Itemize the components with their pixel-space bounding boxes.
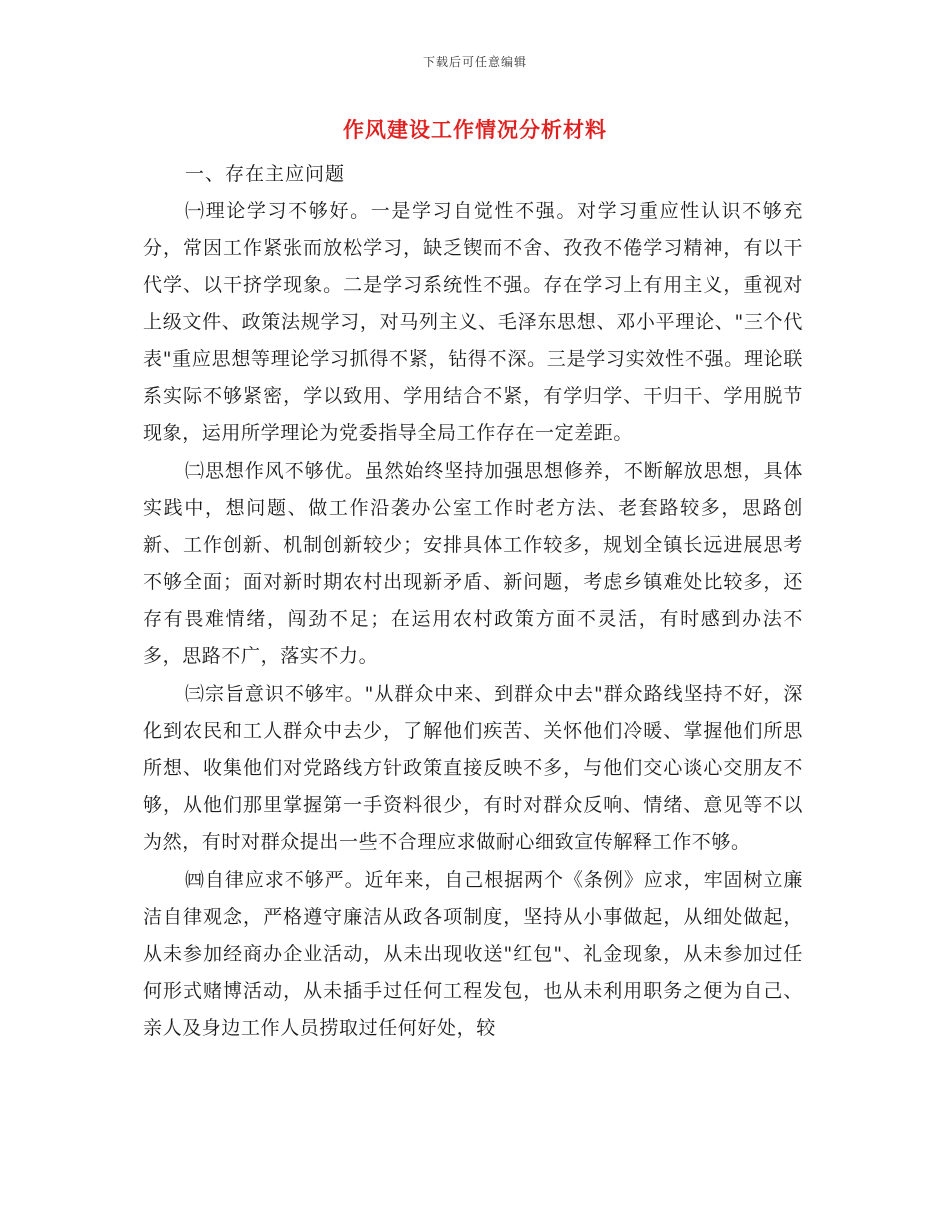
page-header-note: 下载后可任意编辑 <box>422 55 527 69</box>
paragraph-theory-study: ㈠理论学习不够好。一是学习自觉性不强。对学习重应性认识不够充分，常因工作紧张而放松学习，缺乏锲而不舍、孜孜不倦学习精神，有以干代学、以干挤学现象。二是学习系统性不强。存在学习上有用主义，重视对上级文件、政策法规学习，对马列主义、毛泽东思想、邓小平理论、"三个代表"重应思想等理论学习抓得不紧，钻得不深。三是学习实效性不强。理论联系实际不够紧密，学以致用、学用结合不紧，有学归学、干归干、学用脱节现象，运用所学理论为党委指导全局工作存在一定差距。 <box>143 200 803 444</box>
document-body <box>143 156 803 1047</box>
paragraph-thinking-style: ㈡思想作风不够优。虽然始终坚持加强思想修养，不断解放思想，具体实践中，想问题、做工作沿袭办公室工作时老方法、老套路较多，思路创新、工作创新、机制创新较少；安排具体工作较多，规划全镇长远进展思考不够全面；面对新时期农村出现新矛盾、新问题，考虑乡镇难处比较多，还存有畏难情绪，闯劲不足；在运用农村政策方面不灵活，有时感到办法不多，思路不广，落实不力。 <box>143 460 803 667</box>
paragraph-purpose-awareness: ㈢宗旨意识不够牢。"从群众中来、到群众中去"群众路线坚持不好，深化到农民和工人群众中去少，了解他们疾苦、关怀他们冷暖、掌握他们所思所想、收集他们对党路线方针政策直接反映不多，与他们交心谈心交朋友不够，从他们那里掌握第一手资料很少，有时对群众反响、情绪、意见等不以为然，有时对群众提出一些不合理应求做耐心细致宣传解释工作不够。 <box>143 683 803 853</box>
section-heading: 一、存在主应问题 <box>185 163 346 185</box>
document-title: 作风建设工作情况分析材料 <box>343 117 607 142</box>
paragraph-self-discipline: ㈣自律应求不够严。近年来，自己根据两个《条例》应求，牢固树立廉洁自律观念，严格遵守廉洁从政各项制度，坚持从小事做起，从细处做起，从未参加经商办企业活动，从未出现收送"红包"、礼金现象，从未参加过任何形式赌博活动，从未插手过任何工程发包，也从未利用职务之便为自己、亲人及身边工作人员捞取过任何好处，较 <box>143 869 803 1039</box>
